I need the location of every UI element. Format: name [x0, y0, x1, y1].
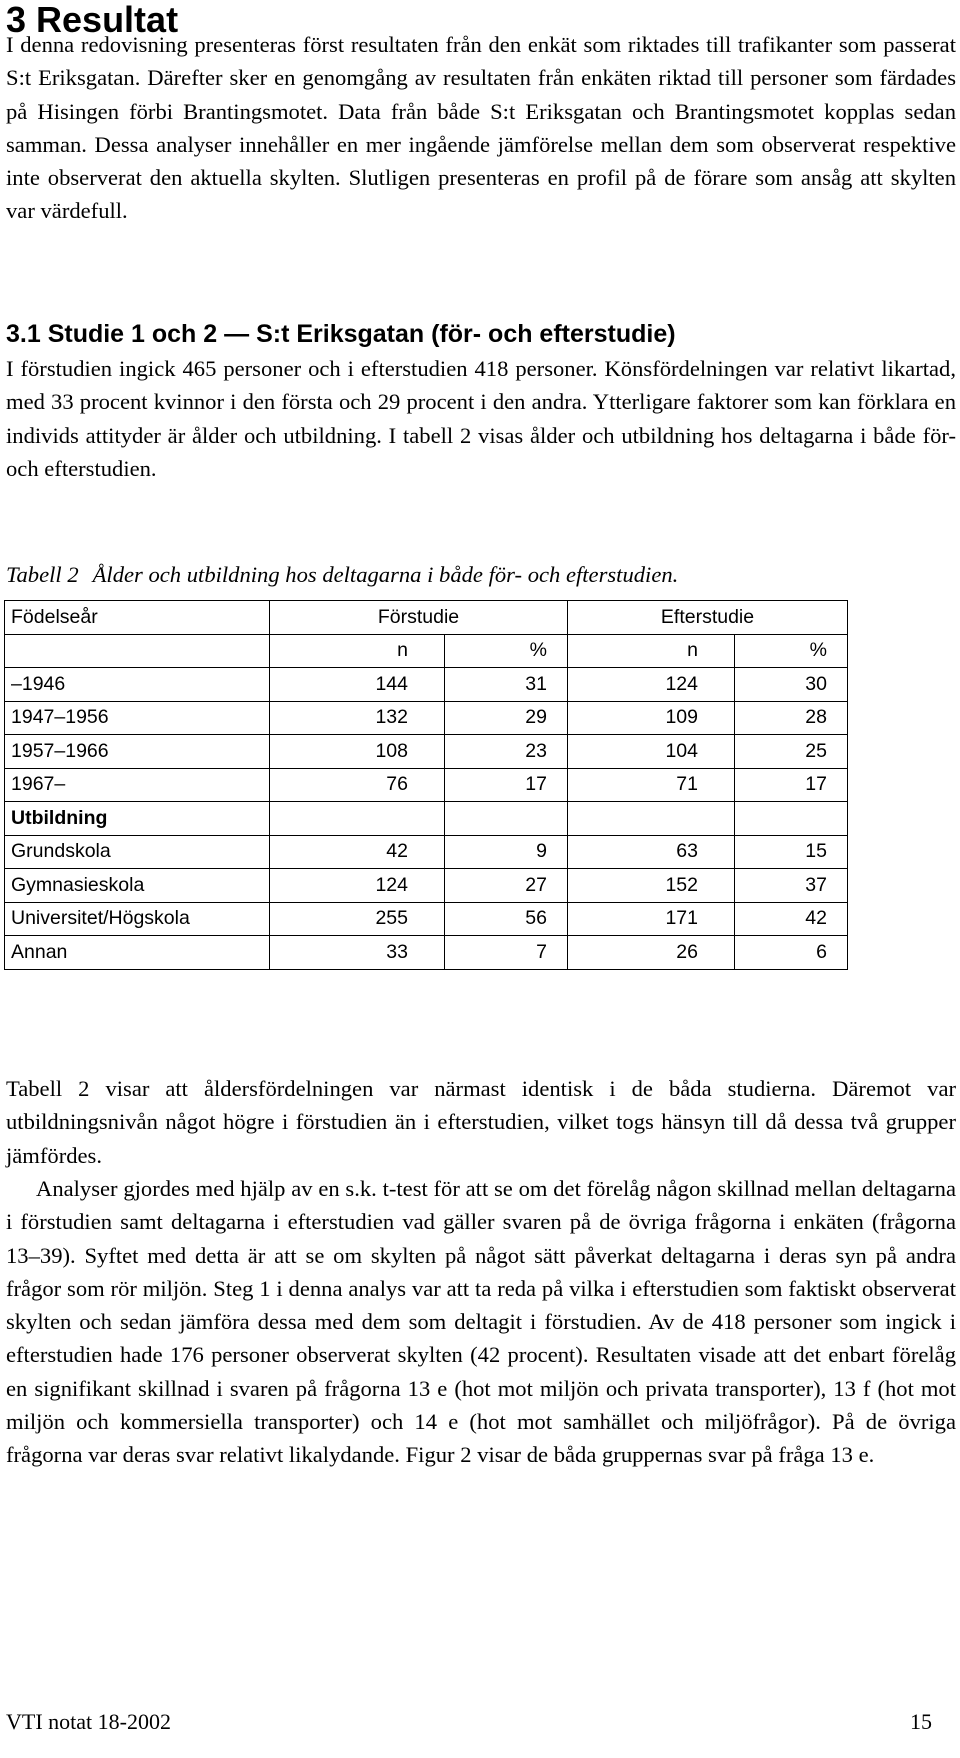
education-row [5, 902, 848, 936]
table-subheader-row [5, 634, 848, 668]
forstudie-n: 33 [270, 936, 445, 970]
row-label: –1946 [5, 668, 270, 702]
forstudie-n: 124 [270, 869, 445, 903]
efterstudie-n: 171 [568, 902, 735, 936]
efterstudie-pct: 6 [735, 936, 848, 970]
education-row [5, 835, 848, 869]
efterstudie-n: 104 [568, 735, 735, 769]
age-row [5, 768, 848, 802]
table-body [5, 601, 848, 970]
efterstudie-pct: 30 [735, 668, 848, 702]
subheader-pct2: % [735, 634, 848, 668]
row-label: Annan [5, 936, 270, 970]
forstudie-n: 132 [270, 701, 445, 735]
age-row [5, 735, 848, 769]
forstudie-pct: 23 [445, 735, 568, 769]
subheader-empty [5, 634, 270, 668]
header-birthyear: Födelseår [5, 601, 270, 635]
forstudie-n: 108 [270, 735, 445, 769]
efterstudie-pct: 17 [735, 768, 848, 802]
efterstudie-pct: 25 [735, 735, 848, 769]
forstudie-n: 42 [270, 835, 445, 869]
efterstudie-n: 109 [568, 701, 735, 735]
subsection-paragraph: I förstudien ingick 465 personer och i efterstudien 418 personer. Könsfördelningen var relativt likartad, med 33 procent kvinnor i den första och 29 procent i den andra. Ytterligare faktorer som kan förklara en individs attityder är ålder och utbildning. I tabell 2 visas ålder och utbildning hos deltagarna i både för- och efterstudien. [6, 356, 956, 481]
efterstudie-pct: 42 [735, 902, 848, 936]
row-label: Grundskola [5, 835, 270, 869]
efterstudie-n: 63 [568, 835, 735, 869]
row-label: Universitet/Högskola [5, 902, 270, 936]
forstudie-pct: 29 [445, 701, 568, 735]
ttest-paragraph: Analyser gjordes med hjälp av en s.k. t-test för att se om det förelåg någon skillnad mellan deltagarna i förstudien samt deltagarna i efterstudien vad gäller svaren på de övriga frågorna i enkäten (frågorna 13–39). Syftet med detta är att se om skylten på något sätt påverkat deltagarna i deras syn på andra frågor som rör miljön. Steg 1 i denna analys var att ta reda på vilka i efterstudien som faktiskt observerat skylten och sedan jämföra dessa med dem som deltagit i förstudien. Av de 418 personer som ingick i efterstudien hade 176 personer observerat skylten (42 procent). Resultaten visade att det enbart förelåg en signifikant skillnad i svaren på frågorna 13 e (hot mot miljön och privata transporter), 13 f (hot mot miljön och kommersiella transporter) och 14 e (hot mot samhället och miljöfrågor). På de övriga frågorna var deras svar relativt likalydande. Figur 2 visar de båda gruppernas svar på fråga 13 e. [6, 1176, 956, 1468]
forstudie-pct: 7 [445, 936, 568, 970]
header-efterstudie: Efterstudie [568, 601, 848, 635]
education-header: Utbildning [5, 802, 270, 836]
empty-cell [568, 802, 735, 836]
row-label: 1947–1956 [5, 701, 270, 735]
header-forstudie: Förstudie [270, 601, 568, 635]
section-heading: 3 Resultat [6, 0, 179, 40]
empty-cell [445, 802, 568, 836]
forstudie-n: 255 [270, 902, 445, 936]
footer-page-number: 15 [910, 1709, 932, 1734]
age-education-table [4, 600, 848, 970]
efterstudie-n: 26 [568, 936, 735, 970]
forstudie-pct: 17 [445, 768, 568, 802]
table-discussion-paragraph: Tabell 2 visar att åldersfördelningen var närmast identisk i de båda studierna. Däremot var utbildningsnivån något högre i förstudien än i efterstudien, vilket togs hänsyn till då dessa två grupper jämfördes. [6, 1076, 956, 1168]
forstudie-pct: 9 [445, 835, 568, 869]
empty-cell [735, 802, 848, 836]
empty-cell [270, 802, 445, 836]
education-row [5, 869, 848, 903]
row-label: Gymnasieskola [5, 869, 270, 903]
education-row [5, 936, 848, 970]
table-caption-label: Tabell 2 [6, 562, 79, 587]
education-header-row [5, 802, 848, 836]
efterstudie-n: 124 [568, 668, 735, 702]
subheader-n1: n [270, 634, 445, 668]
efterstudie-pct: 15 [735, 835, 848, 869]
age-row [5, 668, 848, 702]
table-caption [6, 560, 678, 590]
forstudie-pct: 31 [445, 668, 568, 702]
intro-paragraph: I denna redovisning presenteras först resultaten från den enkät som riktades till trafikanter som passerat S:t Eriksgatan. Därefter sker en genomgång av resultaten från enkäten riktad till personer som färdades på Hisingen förbi Brantingsmotet. Data från både S:t Eriksgatan och Brantingsmotet kopplas sedan samman. Dessa analyser innehåller en mer ingående jämförelse mellan dem som observerat respektive inte observerat den aktuella skylten. Slutligen presenteras en profil på de förare som ansåg att skylten var värdefull. [6, 32, 956, 224]
forstudie-n: 144 [270, 668, 445, 702]
forstudie-pct: 56 [445, 902, 568, 936]
efterstudie-pct: 28 [735, 701, 848, 735]
subheader-n2: n [568, 634, 735, 668]
subsection-heading: 3.1 Studie 1 och 2 — S:t Eriksgatan (för- och efterstudie) [6, 320, 676, 348]
row-label: 1957–1966 [5, 735, 270, 769]
efterstudie-n: 71 [568, 768, 735, 802]
footer-publication: VTI notat 18-2002 [6, 1709, 171, 1734]
table-caption-text: Ålder och utbildning hos deltagarna i både för- och efterstudien. [92, 562, 679, 587]
efterstudie-n: 152 [568, 869, 735, 903]
row-label: 1967– [5, 768, 270, 802]
age-row [5, 701, 848, 735]
subheader-pct1: % [445, 634, 568, 668]
efterstudie-pct: 37 [735, 869, 848, 903]
forstudie-n: 76 [270, 768, 445, 802]
table-header-row [5, 601, 848, 635]
forstudie-pct: 27 [445, 869, 568, 903]
